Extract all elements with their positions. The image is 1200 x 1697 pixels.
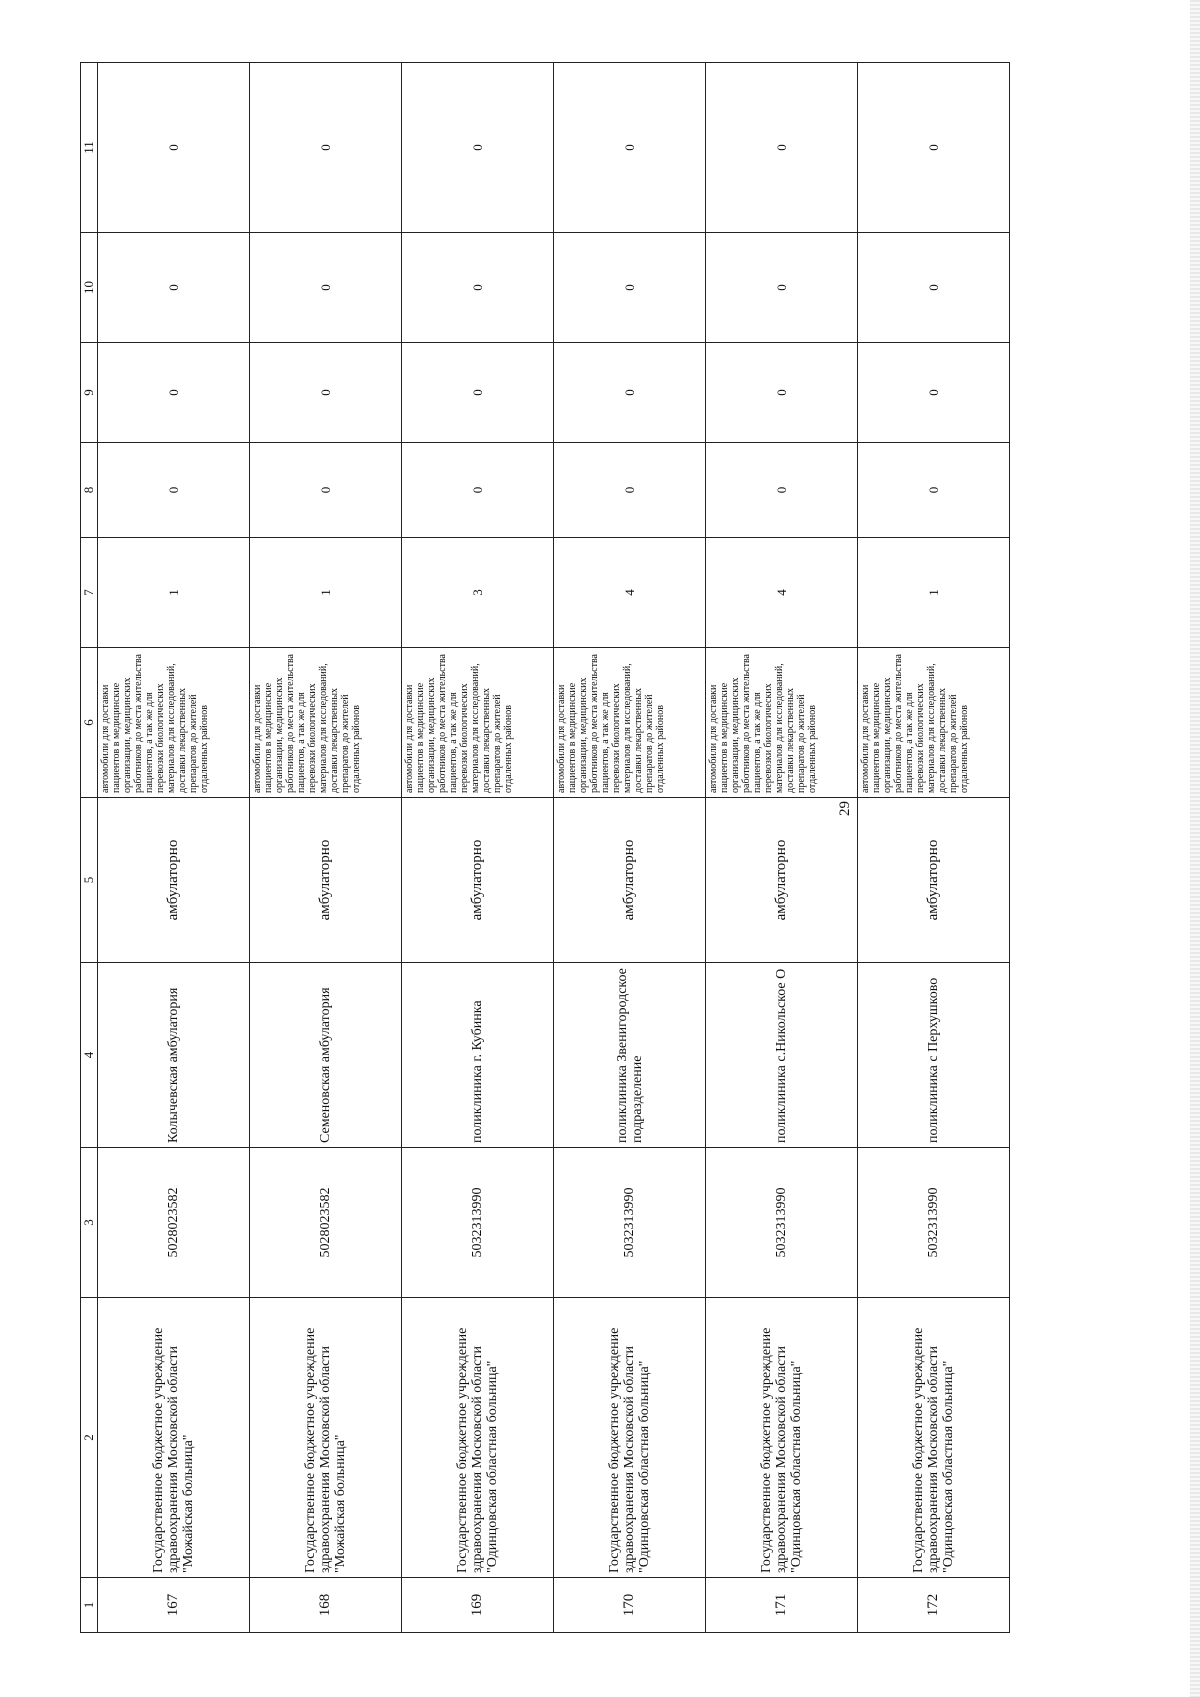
column-header: 1 (81, 1578, 98, 1633)
organization-name: Государственное бюджетное учреждение здравоохранения Московской области "Одинцовская областная больница" (858, 1298, 1010, 1578)
vehicle-purpose: автомобили для доставки пациентов в медицинские организации, медицинских работников до места жительства пациентов, а так же для перевозки биологических материалов для исследований, доставки лекарственных препаратов до жителей отдаленных районов (250, 648, 402, 798)
value-col-10: 0 (554, 233, 706, 343)
organization-name: Государственное бюджетное учреждение здравоохранения Московской области "Можайская больница" (250, 1298, 402, 1578)
column-header: 7 (81, 538, 98, 648)
subdivision-name: поликлиника с Перхушково (858, 963, 1010, 1148)
scan-edge-strip (1190, 0, 1200, 1697)
value-col-11: 0 (98, 63, 250, 233)
value-col-8: 0 (554, 443, 706, 538)
value-col-7: 4 (554, 538, 706, 648)
table-body (98, 63, 1010, 1633)
value-col-11: 0 (402, 63, 554, 233)
table-row (554, 63, 706, 1633)
value-col-8: 0 (858, 443, 1010, 538)
table-row (402, 63, 554, 1633)
value-col-11: 0 (706, 63, 858, 233)
organization-name: Государственное бюджетное учреждение здравоохранения Московской области "Одинцовская областная больница" (706, 1298, 858, 1578)
value-col-9: 0 (706, 343, 858, 443)
value-col-11: 0 (250, 63, 402, 233)
organization-name: Государственное бюджетное учреждение здравоохранения Московской области "Одинцовская областная больница" (402, 1298, 554, 1578)
vehicle-purpose: автомобили для доставки пациентов в медицинские организации, медицинских работников до места жительства пациентов, а так же для перевозки биологических материалов для исследований, доставки лекарственных препаратов до жителей отдаленных районов (858, 648, 1010, 798)
service-mode: амбулаторно (858, 798, 1010, 963)
organization-name: Государственное бюджетное учреждение здравоохранения Московской области "Одинцовская областная больница" (554, 1298, 706, 1578)
row-number: 168 (250, 1578, 402, 1633)
value-col-8: 0 (98, 443, 250, 538)
value-col-9: 0 (250, 343, 402, 443)
value-col-7: 3 (402, 538, 554, 648)
column-header: 4 (81, 963, 98, 1148)
value-col-9: 0 (402, 343, 554, 443)
column-header: 8 (81, 443, 98, 538)
value-col-8: 0 (250, 443, 402, 538)
inn-code: 5032313990 (554, 1148, 706, 1298)
value-col-10: 0 (98, 233, 250, 343)
organization-name: Государственное бюджетное учреждение здравоохранения Московской области "Можайская больница" (98, 1298, 250, 1578)
value-col-9: 0 (98, 343, 250, 443)
vehicle-purpose: автомобили для доставки пациентов в медицинские организации, медицинских работников до места жительства пациентов, а так же для перевозки биологических материалов для исследований, доставки лекарственных препаратов до жителей отдаленных районов (402, 648, 554, 798)
service-mode: амбулаторно (98, 798, 250, 963)
value-col-10: 0 (706, 233, 858, 343)
subdivision-name: поликлиника г. Кубинка (402, 963, 554, 1148)
column-header: 11 (81, 63, 98, 233)
subdivision-name: Семеновская амбулатория (250, 963, 402, 1148)
column-header: 9 (81, 343, 98, 443)
value-col-11: 0 (858, 63, 1010, 233)
value-col-10: 0 (250, 233, 402, 343)
column-header: 10 (81, 233, 98, 343)
table-row (706, 63, 858, 1633)
table-row (858, 63, 1010, 1633)
header-row (81, 63, 98, 1633)
value-col-11: 0 (554, 63, 706, 233)
row-number: 167 (98, 1578, 250, 1633)
subdivision-name: поликлиника Звенигородское подразделение (554, 963, 706, 1148)
value-col-10: 0 (402, 233, 554, 343)
value-col-7: 4 (706, 538, 858, 648)
row-number: 172 (858, 1578, 1010, 1633)
row-number: 169 (402, 1578, 554, 1633)
inn-code: 5028023582 (98, 1148, 250, 1298)
page-number: 29 (837, 801, 853, 816)
table-row (250, 63, 402, 1633)
subdivision-name: поликлиника с.Никольское О (706, 963, 858, 1148)
subdivision-name: Колычевская амбулатория (98, 963, 250, 1148)
inn-code: 5032313990 (706, 1148, 858, 1298)
vehicle-purpose: автомобили для доставки пациентов в медицинские организации, медицинских работников до места жительства пациентов, а так же для перевозки биологических материалов для исследований, доставки лекарственных препаратов до жителей отдаленных районов (706, 648, 858, 798)
row-number: 171 (706, 1578, 858, 1633)
service-mode: амбулаторно (706, 798, 858, 963)
value-col-10: 0 (858, 233, 1010, 343)
vehicle-purpose: автомобили для доставки пациентов в медицинские организации, медицинских работников до места жительства пациентов, а так же для перевозки биологических материалов для исследований, доставки лекарственных препаратов до жителей отдаленных районов (98, 648, 250, 798)
rotated-sheet (80, 63, 1010, 1633)
value-col-8: 0 (706, 443, 858, 538)
table-row (98, 63, 250, 1633)
service-mode: амбулаторно (554, 798, 706, 963)
value-col-9: 0 (554, 343, 706, 443)
vehicle-purpose: автомобили для доставки пациентов в медицинские организации, медицинских работников до места жительства пациентов, а так же для перевозки биологических материалов для исследований, доставки лекарственных препаратов до жителей отдаленных районов (554, 648, 706, 798)
inn-code: 5028023582 (250, 1148, 402, 1298)
service-mode: амбулаторно (250, 798, 402, 963)
service-mode: амбулаторно (402, 798, 554, 963)
inn-code: 5032313990 (402, 1148, 554, 1298)
row-number: 170 (554, 1578, 706, 1633)
value-col-9: 0 (858, 343, 1010, 443)
column-header: 2 (81, 1298, 98, 1578)
data-table (80, 62, 1010, 1633)
column-header: 3 (81, 1148, 98, 1298)
value-col-7: 1 (250, 538, 402, 648)
value-col-7: 1 (858, 538, 1010, 648)
value-col-8: 0 (402, 443, 554, 538)
column-header: 5 (81, 798, 98, 963)
value-col-7: 1 (98, 538, 250, 648)
inn-code: 5032313990 (858, 1148, 1010, 1298)
column-header: 6 (81, 648, 98, 798)
